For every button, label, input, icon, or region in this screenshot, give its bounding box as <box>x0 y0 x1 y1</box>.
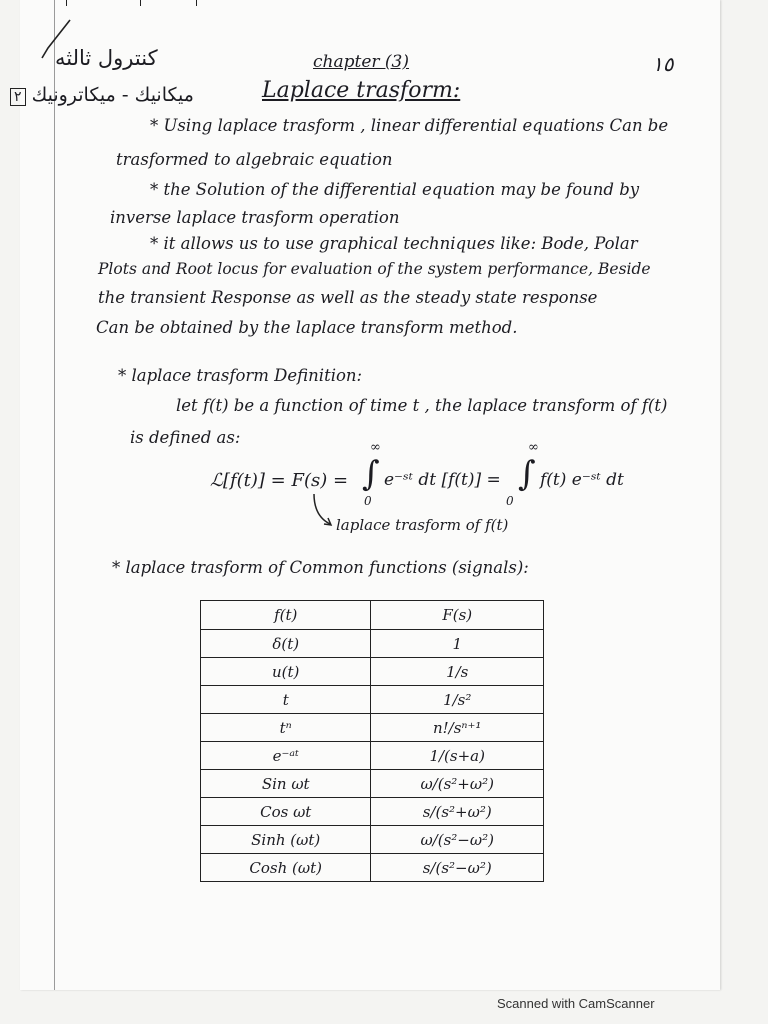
intro-line: trasformed to algebraic equation <box>116 150 393 169</box>
page-number: ١٥ <box>652 52 674 76</box>
column-header: F(s) <box>371 601 544 630</box>
time-function-cell: δ(t) <box>201 630 371 658</box>
time-function-cell: tⁿ <box>201 714 371 742</box>
time-function-cell: Cosh (ωt) <box>201 854 371 882</box>
page-title: Laplace trasform: <box>262 78 461 103</box>
transform-cell: ω/(s²+ω²) <box>371 770 544 798</box>
transform-cell: n!/sⁿ⁺¹ <box>371 714 544 742</box>
lower-limit: 0 <box>506 494 514 508</box>
transform-cell: ω/(s²−ω²) <box>371 826 544 854</box>
time-function-cell: Cos ωt <box>201 798 371 826</box>
intro-line: Can be obtained by the laplace transform method. <box>96 318 518 337</box>
laplace-table <box>200 600 544 882</box>
time-function-cell: t <box>201 686 371 714</box>
intro-line: * it allows us to use graphical techniques like: Bode, Polar <box>150 234 638 253</box>
intro-line: Plots and Root locus for evaluation of the system performance, Beside <box>98 260 651 278</box>
boxed-number: ٢ <box>10 88 26 106</box>
integral-sign-icon: ∫ <box>518 454 536 494</box>
margin-line <box>54 0 55 990</box>
intro-line: * Using laplace trasform , linear differential equations Can be <box>150 116 669 135</box>
table-header-row <box>201 601 544 630</box>
time-function-cell: Sin ωt <box>201 770 371 798</box>
top-edge-mark <box>140 0 141 6</box>
top-edge-mark <box>196 0 197 6</box>
transform-cell: s/(s²+ω²) <box>371 798 544 826</box>
time-function-cell: u(t) <box>201 658 371 686</box>
formula-lhs: ℒ[f(t)] = F(s) = <box>210 470 349 491</box>
transform-cell: s/(s²−ω²) <box>371 854 544 882</box>
table-row <box>201 826 544 854</box>
department-label: ميكانيك - ميكاترونيك <box>31 84 194 106</box>
definition-line: is defined as: <box>130 428 241 447</box>
table-row <box>201 630 544 658</box>
upper-limit: ∞ <box>370 440 381 455</box>
formula-annotation: laplace trasform of f(t) <box>336 516 509 534</box>
scanner-watermark: Scanned with CamScanner <box>497 996 655 1011</box>
transform-cell: 1/s <box>371 658 544 686</box>
department-arabic <box>10 84 194 106</box>
lower-limit: 0 <box>364 494 372 508</box>
table-row <box>201 798 544 826</box>
intro-line: the transient Response as well as the steady state response <box>98 288 598 307</box>
transform-cell: 1/(s+a) <box>371 742 544 770</box>
integral-sign-icon: ∫ <box>362 454 380 494</box>
table-row <box>201 686 544 714</box>
table-heading: * laplace trasform of Common functions (signals): <box>112 558 529 577</box>
table-row <box>201 714 544 742</box>
time-function-cell: e⁻ᵃᵗ <box>201 742 371 770</box>
intro-line: * the Solution of the differential equation may be found by <box>150 180 640 199</box>
table-row <box>201 770 544 798</box>
column-header: f(t) <box>201 601 371 630</box>
definition-heading: * laplace trasform Definition: <box>118 366 363 385</box>
intro-line: inverse laplace trasform operation <box>110 208 400 227</box>
definition-line: let f(t) be a function of time t , the laplace transform of f(t) <box>176 396 668 415</box>
time-function-cell: Sinh (ωt) <box>201 826 371 854</box>
top-edge-mark <box>66 0 67 6</box>
table-row <box>201 742 544 770</box>
chapter-label: chapter (3) <box>313 52 409 72</box>
laplace-definition-formula <box>210 440 660 510</box>
transform-cell: 1/s² <box>371 686 544 714</box>
formula-middle: e⁻ˢᵗ dt [f(t)] = <box>384 470 501 490</box>
course-title-arabic: كنترول ثالثه <box>55 46 158 70</box>
transform-cell: 1 <box>371 630 544 658</box>
table-row <box>201 854 544 882</box>
table-row <box>201 658 544 686</box>
upper-limit: ∞ <box>528 440 539 455</box>
formula-rhs: f(t) e⁻ˢᵗ dt <box>540 470 624 490</box>
